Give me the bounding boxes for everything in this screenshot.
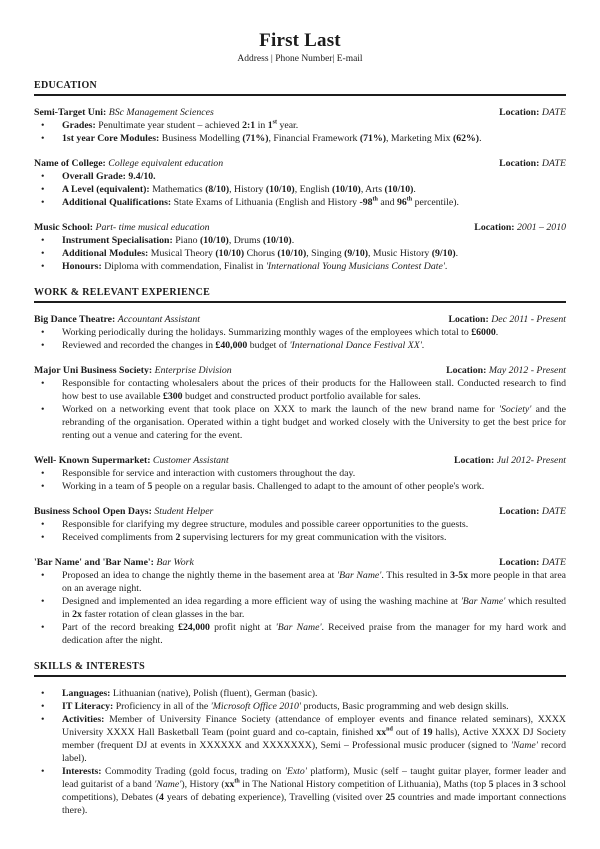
list-item bbox=[34, 621, 566, 647]
entry-bullets bbox=[34, 467, 566, 493]
entry-title: Semi-Target Uni: BSc Management Sciences bbox=[34, 107, 214, 118]
entry-title: Major Uni Business Society: Enterprise Division bbox=[34, 365, 232, 376]
resume-entry bbox=[34, 687, 566, 817]
entry-bullets bbox=[34, 518, 566, 544]
bullet-icon bbox=[34, 196, 62, 209]
list-item bbox=[34, 260, 566, 273]
bullet-text: Working periodically during the holidays. Summarizing monthly wages of the employees which total to £6000. bbox=[62, 327, 499, 338]
entry-bullets bbox=[34, 326, 566, 352]
list-item bbox=[34, 518, 566, 531]
resume-entry bbox=[34, 454, 566, 493]
bullet-text: Grades: Penultimate year student – achieved 2:1 in 1st year. bbox=[62, 119, 299, 131]
list-item bbox=[34, 531, 566, 544]
list-item bbox=[34, 403, 566, 442]
section-title: SKILLS & INTERESTS bbox=[34, 660, 566, 677]
entry-bullets bbox=[34, 569, 566, 647]
bullet-icon bbox=[34, 765, 62, 817]
bullet-text: Received compliments from 2 supervising lecturers for my great communication with the visitors. bbox=[62, 532, 447, 543]
entry-heading-row bbox=[34, 364, 566, 377]
list-item bbox=[34, 377, 566, 403]
bullet-text: Reviewed and recorded the changes in £40,000 budget of 'International Dance Festival XX'. bbox=[62, 340, 425, 351]
bullet-icon bbox=[34, 234, 62, 247]
list-item bbox=[34, 339, 566, 352]
bullet-text: Honours: Diploma with commendation, Finalist in 'International Young Musicians Contest Date'. bbox=[62, 261, 448, 272]
bullet-icon bbox=[34, 713, 62, 765]
bullet-icon bbox=[34, 531, 62, 544]
bullet-icon bbox=[34, 339, 62, 352]
bullet-text: Additional Modules: Musical Theory (10/10) Chorus (10/10), Singing (9/10), Music History (9/10). bbox=[62, 248, 459, 259]
entry-heading-row bbox=[34, 106, 566, 119]
bullet-text: IT Literacy: Proficiency in all of the 'Microsoft Office 2010' products, Basic programming and web design skills. bbox=[62, 701, 509, 712]
bullet-icon bbox=[34, 247, 62, 260]
entry-title: Well- Known Supermarket: Customer Assistant bbox=[34, 455, 229, 466]
list-item bbox=[34, 326, 566, 339]
bullet-icon bbox=[34, 132, 62, 145]
bullet-text: Part of the record breaking £24,000 profit night at 'Bar Name'. Received praise from the manager for my hard work and dedication after the night. bbox=[62, 622, 566, 646]
list-item bbox=[34, 170, 566, 183]
entry-heading-row bbox=[34, 221, 566, 234]
section-body bbox=[34, 303, 566, 647]
section-title: WORK & RELEVANT EXPERIENCE bbox=[34, 286, 566, 303]
contact-line: Address | Phone Number| E-mail bbox=[237, 54, 363, 64]
list-item bbox=[34, 196, 566, 209]
bullet-icon bbox=[34, 260, 62, 273]
entry-location: Location: DATE bbox=[499, 506, 566, 517]
bullet-text: Responsible for service and interaction with customers throughout the day. bbox=[62, 468, 356, 479]
entry-title: Name of College: College equivalent education bbox=[34, 158, 224, 169]
bullet-icon bbox=[34, 170, 62, 183]
list-item bbox=[34, 713, 566, 765]
entry-location: Location: Dec 2011 - Present bbox=[448, 314, 566, 325]
bullet-icon bbox=[34, 467, 62, 480]
section-title: EDUCATION bbox=[34, 79, 566, 96]
bullet-icon bbox=[34, 595, 62, 621]
bullet-text: A Level (equivalent): Mathematics (8/10), History (10/10), English (10/10), Arts (10/10). bbox=[62, 184, 416, 195]
bullet-icon bbox=[34, 183, 62, 196]
bullet-text: Languages: Lithuanian (native), Polish (fluent), German (basic). bbox=[62, 688, 318, 699]
list-item bbox=[34, 234, 566, 247]
bullet-text: 1st year Core Modules: Business Modelling (71%), Financial Framework (71%), Marketing Mix (62%). bbox=[62, 133, 482, 144]
bullet-icon bbox=[34, 687, 62, 700]
entry-location: Location: Jul 2012- Present bbox=[453, 455, 566, 466]
entry-location: Location: DATE bbox=[499, 107, 566, 118]
bullet-text: Activities: Member of University Finance Society (attendance of employer events and finance related seminars), XXXX University XXXX Hall Basketball Team (point guard and co-captain, finished $xx^{nd}$ out of 19 halls), Active XXXX DJ Society member (frequent DJ at events in XXXXXX and XXXXXXX), Semi – Professional music producer (signed to 'Name' record label). bbox=[62, 714, 567, 764]
resume-section bbox=[34, 79, 566, 273]
entry-bullets bbox=[34, 234, 566, 273]
entry-heading-row bbox=[34, 454, 566, 467]
bullet-text: Responsible for clarifying my degree structure, modules and possible career opportunities to the guests. bbox=[62, 519, 469, 530]
bullet-icon bbox=[34, 119, 62, 132]
list-item bbox=[34, 595, 566, 621]
entry-title: Business School Open Days: Student Helper bbox=[34, 506, 214, 517]
person-name: First Last bbox=[259, 30, 341, 51]
section-body bbox=[34, 96, 566, 273]
bullet-icon bbox=[34, 518, 62, 531]
list-item bbox=[34, 247, 566, 260]
list-item bbox=[34, 765, 566, 817]
list-item bbox=[34, 183, 566, 196]
sections bbox=[34, 79, 566, 817]
entry-bullets bbox=[34, 170, 566, 209]
resume-entry bbox=[34, 157, 566, 209]
bullet-text: Responsible for contacting wholesalers about the prices of their products for the Halloween stall. Conducted research to find how best to use available £300 budget and constructed product portfolio available for sales. bbox=[62, 378, 566, 402]
bullet-icon bbox=[34, 480, 62, 493]
entry-bullets bbox=[34, 119, 566, 145]
list-item bbox=[34, 132, 566, 145]
list-item bbox=[34, 569, 566, 595]
entry-bullets bbox=[34, 377, 566, 442]
resume-entry bbox=[34, 313, 566, 352]
bullet-text: Additional Qualifications: State Exams of Lithuania (English and History -98th and 96th percentile). bbox=[62, 196, 459, 208]
entry-location: Location: May 2012 - Present bbox=[446, 365, 566, 376]
entry-title: Music School: Part- time musical education bbox=[34, 222, 210, 233]
entry-heading-row bbox=[34, 556, 566, 569]
entry-heading-row bbox=[34, 505, 566, 518]
bullet-text: Proposed an idea to change the nightly theme in the basement area at 'Bar Name'. This resulted in 3-5x more people in that area on an average night. bbox=[62, 570, 567, 594]
resume-section bbox=[34, 660, 566, 817]
resume-section bbox=[34, 286, 566, 647]
bullet-icon bbox=[34, 621, 62, 647]
entry-title: 'Bar Name' and 'Bar Name': Bar Work bbox=[34, 557, 194, 568]
bullet-icon bbox=[34, 326, 62, 339]
bullet-text: Instrument Specialisation: Piano (10/10), Drums (10/10). bbox=[62, 235, 295, 246]
resume-entry bbox=[34, 556, 566, 647]
resume-entry bbox=[34, 221, 566, 273]
entry-location: Location: DATE bbox=[499, 557, 566, 568]
resume-entry bbox=[34, 106, 566, 145]
list-item bbox=[34, 119, 566, 132]
bullet-text: Designed and implemented an idea regarding a more efficient way of using the washing machine at 'Bar Name' which resulted in 2x faster rotation of clean glasses in the bar. bbox=[62, 596, 566, 620]
bullet-icon bbox=[34, 569, 62, 595]
bullet-icon bbox=[34, 700, 62, 713]
resume-entry bbox=[34, 364, 566, 442]
entry-title: Big Dance Theatre: Accountant Assistant bbox=[34, 314, 200, 325]
list-item bbox=[34, 467, 566, 480]
list-item bbox=[34, 700, 566, 713]
list-item bbox=[34, 480, 566, 493]
bullet-text: Interests: Commodity Trading (gold focus, trading on 'Exto' platform), Music (self – taught guitar player, former leader and lead guitarist of a band 'Name'), History ($xx^{th}$ in The National History competition of Lithuania), Maths (top 5 places in 3 school competitions), Debates (4 years of debating experience), Travelling (visited over 25 countries and made important connections there). bbox=[62, 766, 567, 816]
list-item bbox=[34, 687, 566, 700]
entry-heading-row bbox=[34, 157, 566, 170]
bullet-text: Overall Grade: 9.4/10. bbox=[62, 171, 156, 182]
resume-entry bbox=[34, 505, 566, 544]
bullet-icon bbox=[34, 403, 62, 442]
bullet-icon bbox=[34, 377, 62, 403]
entry-heading-row bbox=[34, 313, 566, 326]
bullet-text: Worked on a networking event that took place on XXX to mark the launch of the new brand name for 'Society' and the rebranding of the organisation. Operated within a tight budget and worked closely with the University to get the best price for renting out a venue and catering for the event. bbox=[62, 404, 566, 441]
section-body bbox=[34, 677, 566, 817]
entry-location: Location: 2001 – 2010 bbox=[474, 222, 566, 233]
entry-bullets bbox=[34, 687, 566, 817]
bullet-text: Working in a team of 5 people on a regular basis. Challenged to adapt to the amount of other people's work. bbox=[62, 481, 485, 492]
entry-location: Location: DATE bbox=[499, 158, 566, 169]
